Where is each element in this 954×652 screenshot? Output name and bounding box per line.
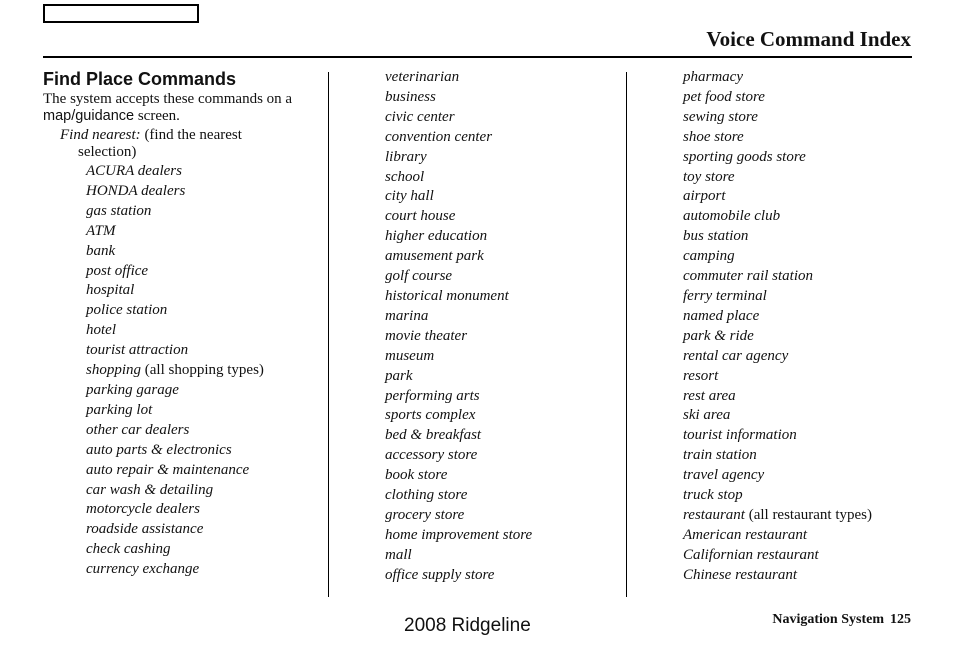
command-text: police station: [86, 302, 168, 319]
command-item: [683, 426, 923, 446]
command-item: [683, 406, 923, 426]
command-text: ferry terminal: [683, 287, 767, 304]
command-item: [86, 202, 323, 222]
command-item: [385, 108, 615, 128]
command-item: [683, 506, 923, 526]
command-note: (all shopping types): [144, 362, 264, 379]
command-text: auto repair & maintenance: [86, 461, 250, 478]
intro-post: screen.: [137, 107, 180, 124]
command-text: roadside assistance: [86, 521, 204, 538]
find-nearest-note-cont: selection): [78, 143, 137, 160]
command-item: [683, 307, 923, 327]
command-text: museum: [385, 347, 435, 364]
command-item: [86, 242, 323, 262]
command-text: rental car agency: [683, 347, 789, 364]
command-text: post office: [86, 262, 149, 279]
command-item: [86, 560, 323, 580]
command-item: [683, 466, 923, 486]
command-text: grocery store: [385, 506, 465, 523]
command-item: [683, 347, 923, 367]
command-item: [385, 367, 615, 387]
command-text: motorcycle dealers: [86, 501, 200, 518]
command-item: [86, 262, 323, 282]
command-item: [385, 168, 615, 188]
command-item: [86, 381, 323, 401]
command-item: [385, 148, 615, 168]
command-text: park: [385, 367, 413, 384]
command-text: clothing store: [385, 487, 468, 504]
command-text: toy store: [683, 168, 735, 185]
command-text: restaurant: [683, 506, 745, 523]
find-nearest-note: (find the nearest: [144, 127, 242, 143]
command-text: city hall: [385, 188, 434, 205]
command-text: car wash & detailing: [86, 481, 214, 498]
command-text: historical monument: [385, 287, 509, 304]
command-text: performing arts: [385, 387, 480, 404]
command-item: [385, 347, 615, 367]
find-nearest-label: Find nearest:: [60, 127, 141, 143]
command-item: [86, 481, 323, 501]
command-item: [385, 287, 615, 307]
intro-screen-name: map/guidance: [43, 107, 135, 124]
command-item: [86, 281, 323, 301]
command-text: bed & breakfast: [385, 427, 482, 444]
command-text: mall: [385, 546, 412, 563]
command-list-col1: [86, 162, 323, 580]
command-item: [683, 267, 923, 287]
command-text: named place: [683, 307, 760, 324]
command-item: [683, 227, 923, 247]
command-item: [385, 406, 615, 426]
command-text: movie theater: [385, 327, 468, 344]
command-text: automobile club: [683, 208, 781, 225]
command-text: parking lot: [86, 401, 153, 418]
command-item: [86, 321, 323, 341]
column-1: [43, 68, 323, 580]
command-item: [86, 301, 323, 321]
command-text: veterinarian: [385, 69, 460, 85]
command-text: hotel: [86, 322, 116, 339]
command-text: office supply store: [385, 566, 495, 583]
command-text: other car dealers: [86, 421, 190, 438]
command-item: [385, 327, 615, 347]
command-item: [683, 387, 923, 407]
command-item: [683, 108, 923, 128]
command-item: [683, 187, 923, 207]
footer-section-name: Navigation System: [772, 612, 884, 627]
command-item: [683, 148, 923, 168]
command-text: train station: [683, 447, 757, 464]
command-text: book store: [385, 467, 448, 484]
header-tab-box: [43, 4, 199, 23]
command-text: Chinese restaurant: [683, 566, 798, 583]
command-text: check cashing: [86, 541, 171, 558]
command-text: Californian restaurant: [683, 546, 819, 563]
command-text: golf course: [385, 268, 453, 285]
command-text: commuter rail station: [683, 268, 813, 285]
command-text: camping: [683, 248, 735, 265]
command-item: [683, 566, 923, 586]
command-item: [86, 401, 323, 421]
command-text: ski area: [683, 407, 731, 424]
command-list-col2: [385, 68, 615, 586]
section-heading: Find Place Commands: [43, 69, 237, 89]
command-text: accessory store: [385, 447, 478, 464]
command-text: tourist information: [683, 427, 797, 444]
command-text: airport: [683, 188, 726, 205]
column-3: [683, 68, 923, 586]
command-text: pharmacy: [683, 69, 743, 85]
command-item: [385, 247, 615, 267]
page-number: 125: [890, 612, 911, 627]
command-text: HONDA dealers: [86, 182, 186, 199]
command-text: convention center: [385, 128, 493, 145]
command-item: [385, 68, 615, 88]
column-divider-1: [328, 72, 329, 597]
command-text: shoe store: [683, 128, 744, 145]
command-text: ATM: [86, 222, 116, 239]
command-text: travel agency: [683, 467, 765, 484]
footer-page-info: [772, 611, 911, 629]
command-text: tourist attraction: [86, 342, 189, 359]
command-item: [385, 526, 615, 546]
command-item: [683, 486, 923, 506]
command-item: [683, 128, 923, 148]
command-item: [86, 421, 323, 441]
command-item: [683, 367, 923, 387]
command-text: auto parts & electronics: [86, 441, 232, 458]
command-text: American restaurant: [683, 526, 808, 543]
command-item: [385, 227, 615, 247]
command-text: shopping: [86, 362, 142, 379]
command-item: [683, 446, 923, 466]
command-text: home improvement store: [385, 526, 533, 543]
intro-pre: The system accepts these commands on a: [43, 91, 293, 107]
command-text: school: [385, 168, 425, 185]
command-item: [683, 287, 923, 307]
command-item: [86, 441, 323, 461]
command-text: sports complex: [385, 407, 476, 424]
command-item: [385, 267, 615, 287]
command-text: business: [385, 88, 436, 105]
footer-model: 2008 Ridgeline: [404, 615, 531, 636]
command-text: pet food store: [683, 88, 765, 105]
command-item: [86, 361, 323, 381]
command-item: [385, 307, 615, 327]
command-text: currency exchange: [86, 561, 200, 578]
title-divider: [43, 56, 912, 58]
command-text: truck stop: [683, 487, 743, 504]
command-item: [86, 520, 323, 540]
command-text: bus station: [683, 228, 749, 245]
command-item: [683, 88, 923, 108]
command-text: civic center: [385, 108, 455, 125]
command-item: [385, 387, 615, 407]
command-item: [385, 466, 615, 486]
command-text: gas station: [86, 202, 152, 219]
command-text: hospital: [86, 282, 135, 299]
command-text: court house: [385, 208, 456, 225]
command-text: library: [385, 148, 427, 165]
command-item: [86, 162, 323, 182]
command-text: sewing store: [683, 108, 758, 125]
command-item: [683, 247, 923, 267]
command-text: resort: [683, 367, 719, 384]
intro-text: [43, 91, 323, 124]
command-item: [385, 446, 615, 466]
command-note: (all restaurant types): [748, 506, 872, 523]
command-item: [385, 88, 615, 108]
column-divider-2: [626, 72, 627, 597]
page-title: Voice Command Index: [706, 27, 911, 51]
command-item: [385, 506, 615, 526]
command-item: [683, 546, 923, 566]
command-text: amusement park: [385, 248, 484, 265]
command-list-col3: [683, 68, 923, 586]
command-item: [86, 540, 323, 560]
command-item: [385, 128, 615, 148]
command-item: [86, 461, 323, 481]
command-item: [86, 222, 323, 242]
command-item: [86, 500, 323, 520]
command-item: [385, 486, 615, 506]
command-item: [385, 207, 615, 227]
command-text: higher education: [385, 228, 488, 245]
command-text: marina: [385, 307, 429, 324]
command-item: [385, 426, 615, 446]
command-item: [86, 182, 323, 202]
command-item: [385, 566, 615, 586]
command-text: parking garage: [86, 381, 179, 398]
command-item: [683, 68, 923, 88]
find-nearest-line: [60, 127, 323, 144]
command-item: [385, 546, 615, 566]
column-2: [385, 68, 615, 586]
command-item: [683, 526, 923, 546]
command-item: [683, 168, 923, 188]
command-item: [683, 207, 923, 227]
command-text: rest area: [683, 387, 736, 404]
command-text: bank: [86, 242, 116, 259]
command-text: park & ride: [683, 327, 754, 344]
command-item: [86, 341, 323, 361]
command-text: ACURA dealers: [86, 163, 182, 179]
command-item: [385, 187, 615, 207]
command-item: [683, 327, 923, 347]
command-text: sporting goods store: [683, 148, 806, 165]
